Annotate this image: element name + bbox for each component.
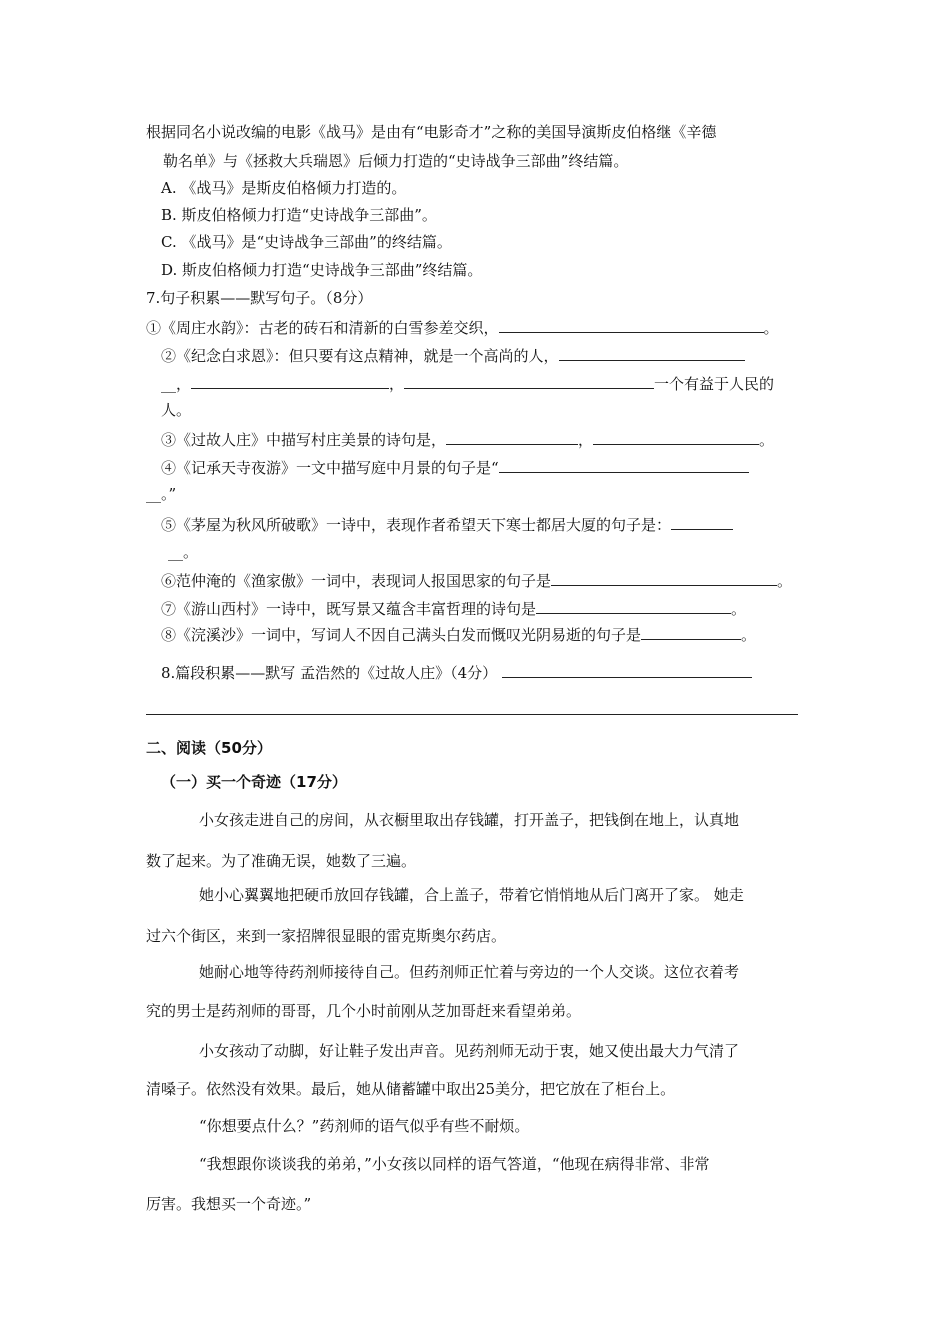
q7-item-6-blank[interactable] bbox=[551, 571, 777, 586]
passage-line: 清嗓子。依然没有效果。最后，她从储蓄罐中取出25美分，把它放在了柜台上。 bbox=[146, 1080, 676, 1098]
q7-item-8-end: 。 bbox=[741, 626, 757, 644]
q7-item-5-line2: __。 bbox=[168, 543, 199, 561]
passage-line: “你想要点什么？”药剂师的语气似乎有些不耐烦。 bbox=[199, 1117, 530, 1135]
q6-option-d: D. 斯皮伯格倾力打造“史诗战争三部曲”终结篇。 bbox=[161, 261, 483, 279]
q8-answer-line-2[interactable] bbox=[146, 714, 798, 715]
q7-item-2-line1 bbox=[161, 346, 745, 365]
q7-item-8 bbox=[161, 625, 756, 644]
reading-section-title: 二、阅读（50分） bbox=[146, 739, 272, 757]
q8-heading: 8.篇段积累——默写 孟浩然的《过故人庄》（4分） bbox=[161, 664, 498, 682]
q7-item-2-blank-1[interactable] bbox=[559, 346, 745, 361]
q8-blank-1[interactable] bbox=[502, 663, 752, 678]
q7-item-3-blank-1[interactable] bbox=[446, 430, 578, 445]
q7-item-2-line2 bbox=[161, 374, 774, 393]
q7-item-2-line3: 人。 bbox=[161, 401, 192, 419]
q7-item-1 bbox=[146, 318, 779, 337]
q7-item-4-text: ④《记承天寺夜游》一文中描写庭中月景的句子是“ bbox=[161, 459, 499, 477]
q7-item-2-blank-3[interactable] bbox=[404, 374, 654, 389]
q7-item-2-end: 一个有益于人民的 bbox=[654, 375, 775, 393]
q6-option-b: B. 斯皮伯格倾力打造“史诗战争三部曲”。 bbox=[161, 206, 437, 224]
q6-sentence-line1: 根据同名小说改编的电影《战马》是由有“电影奇才”之称的美国导演斯皮伯格继《辛德 bbox=[146, 123, 717, 141]
passage-line: 厉害。我想买一个奇迹。” bbox=[146, 1195, 312, 1213]
q7-item-1-end: 。 bbox=[763, 319, 779, 337]
q7-item-2-start: __， bbox=[161, 375, 192, 393]
passage-line: 小女孩动了动脚，好让鞋子发出声音。见药剂师无动于衷，她又使出最大力气清了 bbox=[199, 1042, 740, 1060]
q7-heading: 7.句子积累——默写句子。（8分） bbox=[146, 289, 373, 307]
q7-item-8-text: ⑧《浣溪沙》一词中，写词人不因自己满头白发而慨叹光阴易逝的句子是 bbox=[161, 626, 642, 644]
q7-item-2-blank-2[interactable] bbox=[191, 374, 389, 389]
passage-line: 她耐心地等待药剂师接待自己。但药剂师正忙着与旁边的一个人交谈。这位衣着考 bbox=[199, 963, 740, 981]
q7-item-7 bbox=[161, 599, 746, 618]
passage-line: 小女孩走进自己的房间，从衣橱里取出存钱罐，打开盖子，把钱倒在地上，认真地 bbox=[199, 811, 740, 829]
q7-item-4-blank[interactable] bbox=[499, 458, 749, 473]
passage-line: 她小心翼翼地把硬币放回存钱罐，合上盖子，带着它悄悄地从后门离开了家。 她走 bbox=[199, 886, 744, 904]
q7-item-6-text: ⑥范仲淹的《渔家傲》一词中，表现词人报国思家的句子是 bbox=[161, 572, 552, 590]
q7-item-8-blank[interactable] bbox=[641, 625, 741, 640]
passage-line: 究的男士是药剂师的哥哥，几个小时前刚从芝加哥赶来看望弟弟。 bbox=[146, 1002, 582, 1020]
passage-line: “我想跟你谈谈我的弟弟，”小女孩以同样的语气答道，“他现在病得非常、非常 bbox=[199, 1155, 710, 1173]
q7-item-1-blank[interactable] bbox=[499, 318, 764, 333]
q7-item-1-text: ①《周庄水韵》：古老的砖石和清新的白雪参差交织， bbox=[146, 319, 499, 337]
q7-item-5-blank[interactable] bbox=[671, 515, 733, 530]
q7-item-3-mid: ， bbox=[578, 431, 594, 449]
reading-passage-title: （一）买一个奇迹（17分） bbox=[161, 773, 347, 791]
q7-item-3-blank-2[interactable] bbox=[593, 430, 759, 445]
q7-item-5-line1 bbox=[161, 515, 733, 534]
q7-item-3-text: ③《过故人庄》中描写村庄美景的诗句是， bbox=[161, 431, 447, 449]
q6-option-a: A. 《战马》是斯皮伯格倾力打造的。 bbox=[161, 179, 407, 197]
q7-item-7-end: 。 bbox=[731, 600, 747, 618]
q6-sentence-line2: 勒名单》与《拯救大兵瑞恩》后倾力打造的“史诗战争三部曲”终结篇。 bbox=[163, 152, 629, 170]
q7-item-3-end: 。 bbox=[759, 431, 775, 449]
q7-item-6-end: 。 bbox=[777, 572, 793, 590]
q7-item-4-line2: __。” bbox=[146, 485, 177, 503]
q7-item-3 bbox=[161, 430, 774, 449]
passage-line: 数了起来。为了准确无误，她数了三遍。 bbox=[146, 852, 417, 870]
q8-line bbox=[161, 663, 752, 682]
passage-line: 过六个街区，来到一家招牌很显眼的雷克斯奥尔药店。 bbox=[146, 927, 507, 945]
q7-item-2-text: ②《纪念白求恩》：但只要有这点精神，就是一个高尚的人， bbox=[161, 347, 559, 365]
q7-item-7-text: ⑦《游山西村》一诗中，既写景又蕴含丰富哲理的诗句是 bbox=[161, 600, 537, 618]
q7-item-5-text: ⑤《茅屋为秋风所破歌》一诗中，表现作者希望天下寒士都居大厦的句子是： bbox=[161, 516, 672, 534]
q7-item-6 bbox=[161, 571, 792, 590]
q6-option-c: C. 《战马》是“史诗战争三部曲”的终结篇。 bbox=[161, 233, 452, 251]
q7-item-4-line1 bbox=[161, 458, 749, 477]
q7-item-7-blank[interactable] bbox=[536, 599, 731, 614]
q7-item-2-mid: ， bbox=[389, 375, 405, 393]
